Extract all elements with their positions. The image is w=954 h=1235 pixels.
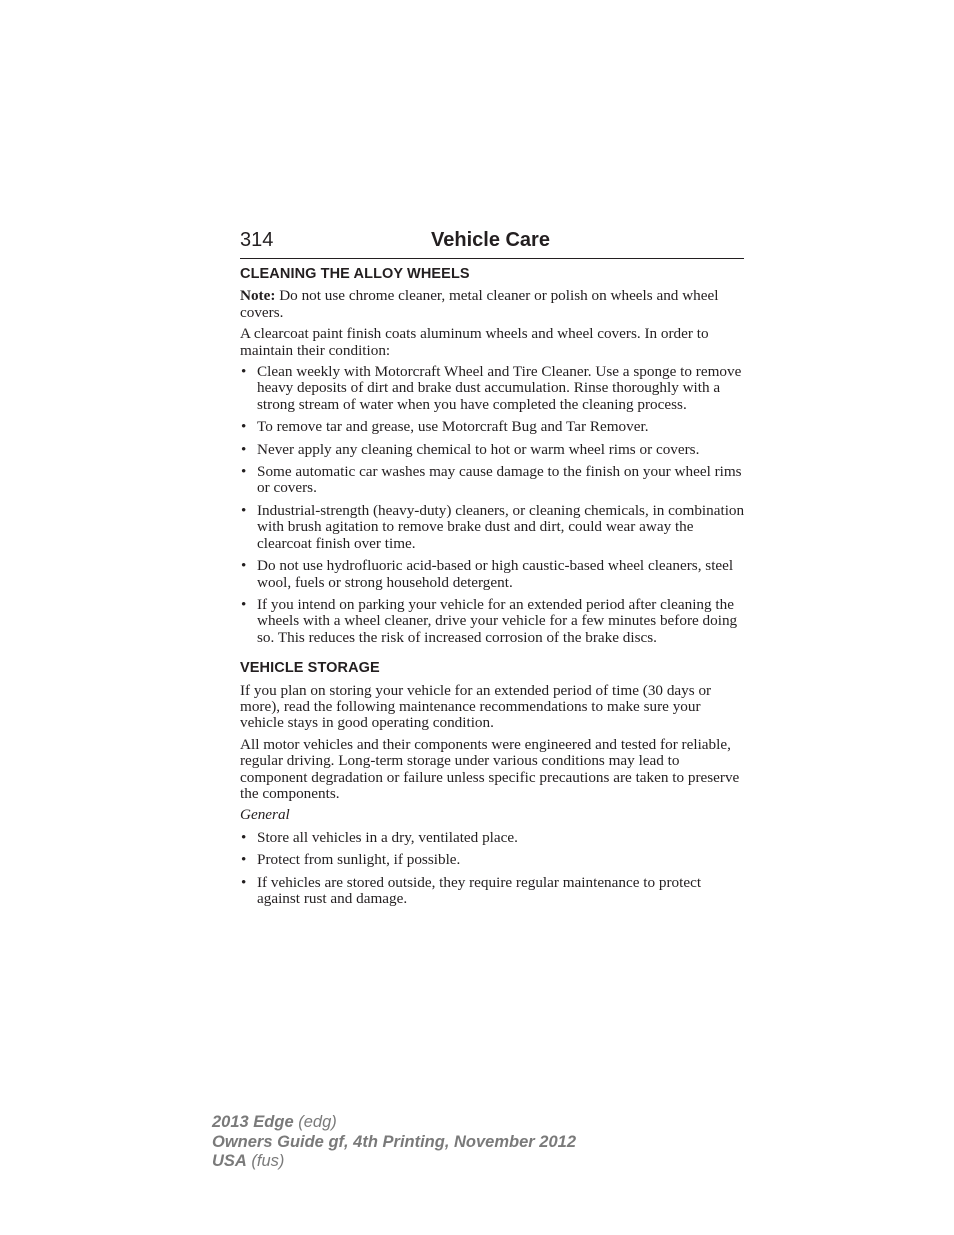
list-item: • If you intend on parking your vehicle for an extended period after cleaning the wheels with a wheel cleaner, drive your vehicle for a few minutes before doing so. This reduces the risk of increased corrosion of the brake discs.: [240, 597, 746, 646]
section-title: Vehicle Care: [431, 229, 550, 251]
storage-paragraph-1: If you plan on storing your vehicle for an extended period of time (30 days or more), read the following maintenance recommendations to make sure your vehicle stays in good operating condition.: [240, 681, 712, 732]
list-item: • Some automatic car washes may cause damage to the finish on your wheel rims or covers.: [240, 464, 746, 497]
note-text: Do not use chrome cleaner, metal cleaner or polish on wheels and wheel covers.: [240, 287, 719, 321]
footer-model-line: [212, 1113, 576, 1133]
footer-model-code: (edg): [293, 1113, 337, 1131]
general-subheading: General: [240, 806, 290, 824]
footer-guide: Owners Guide gf, 4th Printing, November 2012: [212, 1132, 576, 1151]
wheels-intro: A clearcoat paint finish coats aluminum wheels and wheel covers. In order to maintain their condition:: [240, 325, 709, 359]
page-header: [240, 228, 744, 259]
list-item: • Do not use hydrofluoric acid-based or high caustic-based wheel cleaners, steel wool, fuels or strong household detergent.: [240, 558, 746, 591]
list-item: • Industrial-strength (heavy-duty) cleaners, or cleaning chemicals, in combination with brush agitation to remove brake dust and dirt, could wear away the clearcoat finish over time.: [240, 503, 746, 552]
storage-bullet-list: [240, 830, 746, 908]
list-item: • Store all vehicles in a dry, ventilated place.: [240, 830, 746, 846]
wheels-bullet-list: [240, 364, 746, 646]
footer-model: 2013 Edge: [212, 1113, 294, 1131]
heading-cleaning-alloy-wheels: CLEANING THE ALLOY WHEELS: [240, 266, 470, 282]
page-footer: [212, 1113, 576, 1172]
footer-market: USA: [212, 1152, 247, 1170]
footer-guide-line: [212, 1133, 576, 1153]
list-item: • To remove tar and grease, use Motorcraft Bug and Tar Remover.: [240, 419, 746, 435]
list-item: • Never apply any cleaning chemical to hot or warm wheel rims or covers.: [240, 442, 746, 458]
note-label: Note:: [240, 287, 276, 305]
storage-paragraph-2: All motor vehicles and their components were engineered and tested for reliable, regular driving. Long-term storage under various conditions may lead to component degradation or failure unless specific precautions are taken to preserve the components.: [240, 735, 740, 802]
list-item: • Clean weekly with Motorcraft Wheel and Tire Cleaner. Use a sponge to remove heavy deposits of dirt and brake dust accumulation. Rinse thoroughly with a strong stream of water when you have completed the cleaning process.: [240, 364, 746, 413]
page-number: 314: [240, 229, 274, 251]
note-paragraph: [240, 288, 746, 321]
footer-market-code: (fus): [246, 1152, 285, 1170]
footer-market-line: [212, 1152, 576, 1172]
heading-vehicle-storage: VEHICLE STORAGE: [240, 660, 380, 677]
page-content: [240, 266, 746, 913]
list-item: • If vehicles are stored outside, they require regular maintenance to protect against rust and damage.: [240, 875, 746, 908]
list-item: • Protect from sunlight, if possible.: [240, 852, 746, 868]
